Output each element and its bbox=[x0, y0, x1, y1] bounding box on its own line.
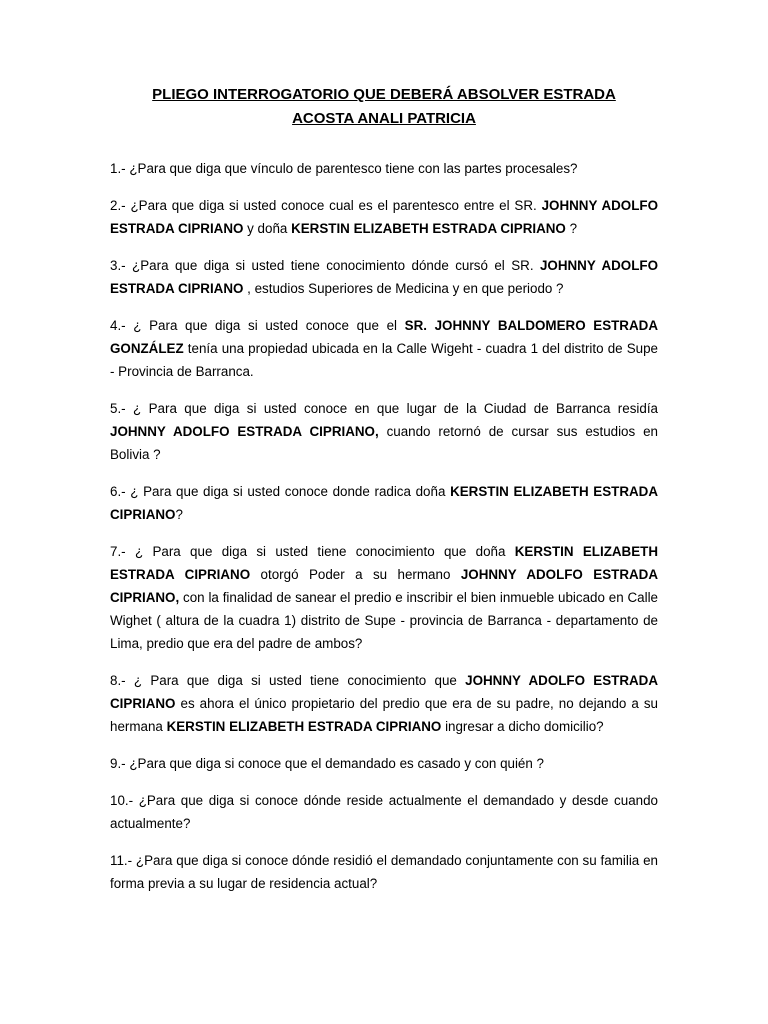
bold-name: SR. JOHNNY BALDOMERO ESTRADA GONZÁLEZ bbox=[110, 318, 658, 356]
question-text: y doña bbox=[243, 221, 292, 236]
document-title bbox=[110, 83, 658, 131]
question-6 bbox=[110, 480, 658, 526]
question-text: 3.- ¿Para que diga si usted tiene conocimiento dónde cursó el SR. bbox=[110, 258, 540, 273]
bold-name: KERSTIN ELIZABETH ESTRADA CIPRIANO bbox=[110, 544, 658, 582]
question-text: 1.- ¿Para que diga que vínculo de parentesco tiene con las partes procesales? bbox=[110, 161, 578, 176]
bold-name: JOHNNY ADOLFO ESTRADA CIPRIANO, bbox=[110, 424, 379, 439]
question-text: con la finalidad de sanear el predio e inscribir el bien inmueble ubicado en Calle Wighet ( altura de la cuadra 1) distrito de Supe - provincia de Barranca - departamento de Lima, predio que era del padre de ambos? bbox=[110, 590, 658, 651]
question-text: ? bbox=[565, 221, 578, 236]
question-7 bbox=[110, 540, 658, 655]
question-text: 11.- ¿Para que diga si conoce dónde residió el demandado conjuntamente con su familia en forma previa a su lugar de residencia actual? bbox=[110, 853, 658, 891]
question-text: 8.- ¿ Para que diga si usted tiene conocimiento que bbox=[110, 673, 466, 688]
question-1 bbox=[110, 157, 658, 180]
question-2 bbox=[110, 194, 658, 240]
question-list bbox=[110, 157, 658, 895]
question-text: 9.- ¿Para que diga si conoce que el demandado es casado y con quién ? bbox=[110, 756, 544, 771]
bold-name: KERSTIN ELIZABETH ESTRADA CIPRIANO bbox=[291, 221, 566, 236]
question-11 bbox=[110, 849, 658, 895]
question-5 bbox=[110, 397, 658, 466]
question-10 bbox=[110, 789, 658, 835]
question-text: cuando retornó de cursar sus estudios en Bolivia ? bbox=[110, 424, 658, 462]
question-4 bbox=[110, 314, 658, 383]
bold-name: JOHNNY ADOLFO ESTRADA CIPRIANO bbox=[110, 258, 658, 296]
question-text: otorgó Poder a su hermano bbox=[250, 567, 461, 582]
title-line-1: PLIEGO INTERROGATORIO QUE DEBERÁ ABSOLVER ESTRADA bbox=[152, 86, 616, 103]
bold-name: JOHNNY ADOLFO ESTRADA CIPRIANO, bbox=[110, 567, 658, 605]
question-8 bbox=[110, 669, 658, 738]
question-9 bbox=[110, 752, 658, 775]
question-3 bbox=[110, 254, 658, 300]
bold-name: KERSTIN ELIZABETH ESTRADA CIPRIANO bbox=[110, 484, 659, 522]
bold-name: KERSTIN ELIZABETH ESTRADA CIPRIANO bbox=[166, 719, 442, 734]
question-text: tenía una propiedad ubicada en la Calle Wigeht - cuadra 1 del distrito de Supe - Provincia de Barranca. bbox=[110, 341, 658, 379]
question-text: 6.- ¿ Para que diga si usted conoce donde radica doña bbox=[110, 484, 451, 499]
question-text: 7.- ¿ Para que diga si usted tiene conocimiento que doña bbox=[110, 544, 515, 559]
question-text: 10.- ¿Para que diga si conoce dónde reside actualmente el demandado y desde cuando actualmente? bbox=[110, 793, 658, 831]
question-text: 2.- ¿Para que diga si usted conoce cual es el parentesco entre el SR. bbox=[110, 198, 542, 213]
bold-name: JOHNNY ADOLFO ESTRADA CIPRIANO bbox=[110, 673, 658, 711]
question-text: , estudios Superiores de Medicina y en que periodo ? bbox=[243, 281, 564, 296]
question-text: ingresar a dicho domicilio? bbox=[441, 719, 604, 734]
bold-name: JOHNNY ADOLFO ESTRADA CIPRIANO bbox=[110, 198, 659, 236]
question-text: 4.- ¿ Para que diga si usted conoce que el bbox=[110, 318, 405, 333]
question-text: es ahora el único propietario del predio que era de su padre, no dejando a su hermana bbox=[110, 696, 658, 734]
title-line-2: ACOSTA ANALI PATRICIA bbox=[292, 110, 476, 127]
question-text: 5.- ¿ Para que diga si usted conoce en que lugar de la Ciudad de Barranca residía bbox=[110, 401, 658, 416]
document-page bbox=[110, 83, 658, 909]
question-text: ? bbox=[175, 507, 183, 522]
